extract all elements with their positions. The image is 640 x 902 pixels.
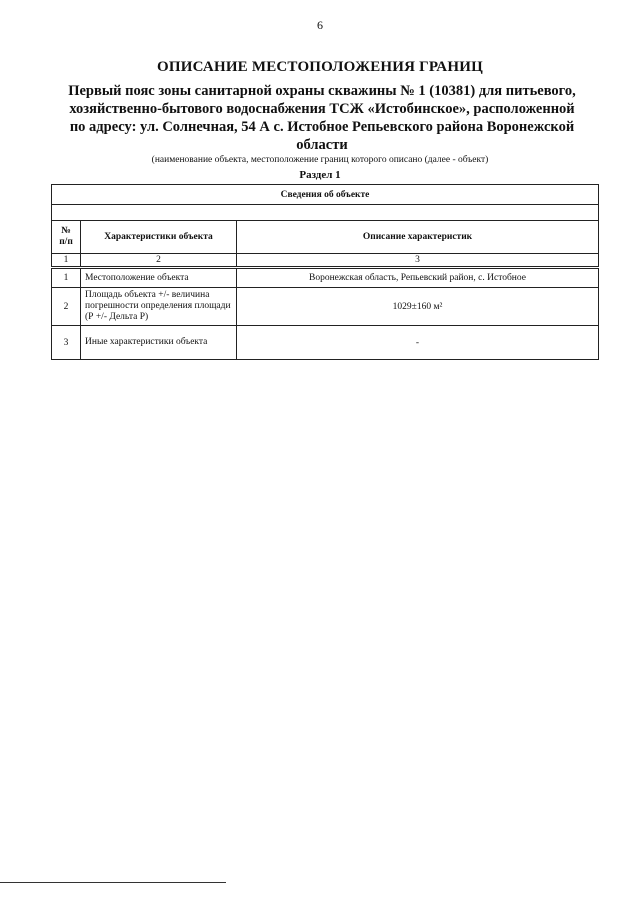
table-row	[52, 288, 599, 326]
document-title: ОПИСАНИЕ МЕСТОПОЛОЖЕНИЯ ГРАНИЦ	[157, 59, 483, 75]
row-description: Воронежская область, Репьевский район, с. Истобное	[237, 269, 599, 288]
row-description: -	[237, 326, 599, 360]
subtitle-line: Первый пояс зоны санитарной охраны скважины № 1 (10381) для питьевого,	[68, 83, 576, 99]
table-header-title: Сведения об объекте	[52, 185, 599, 205]
subtitle-line: по адресу: ул. Солнечная, 54 А с. Истобное Репьевского района Воронежской	[69, 119, 575, 135]
row-num: 3	[52, 326, 81, 360]
object-info-header-table	[51, 184, 599, 267]
table-row	[52, 326, 599, 360]
object-info-table	[51, 268, 599, 360]
row-num: 2	[52, 288, 81, 326]
table-spacer-row	[52, 205, 599, 221]
row-characteristic: Площадь объекта +/- величина погрешности определения площади (Р +/- Дельта Р)	[81, 288, 237, 326]
column-header-characteristic: Характеристики объекта	[81, 221, 237, 254]
column-number: 2	[81, 254, 237, 267]
row-characteristic: Местоположение объекта	[81, 269, 237, 288]
row-num: 1	[52, 269, 81, 288]
column-header-num: № п/п	[52, 221, 81, 254]
row-characteristic: Иные характеристики объекта	[81, 326, 237, 360]
subtitle-line: области	[296, 137, 348, 153]
column-number: 3	[237, 254, 599, 267]
footer-divider	[0, 882, 226, 883]
row-description: 1029±160 м²	[237, 288, 599, 326]
table-row	[52, 269, 599, 288]
section-title: Раздел 1	[299, 169, 341, 181]
object-caption: (наименование объекта, местоположение границ которого описано (далее - объект)	[151, 155, 489, 165]
page-number: 6	[317, 18, 323, 32]
column-header-description: Описание характеристик	[237, 221, 599, 254]
document-subtitle	[44, 82, 600, 154]
subtitle-line: хозяйственно-бытового водоснабжения ТСЖ «Истобинское», расположенной	[69, 101, 575, 117]
column-number: 1	[52, 254, 81, 267]
